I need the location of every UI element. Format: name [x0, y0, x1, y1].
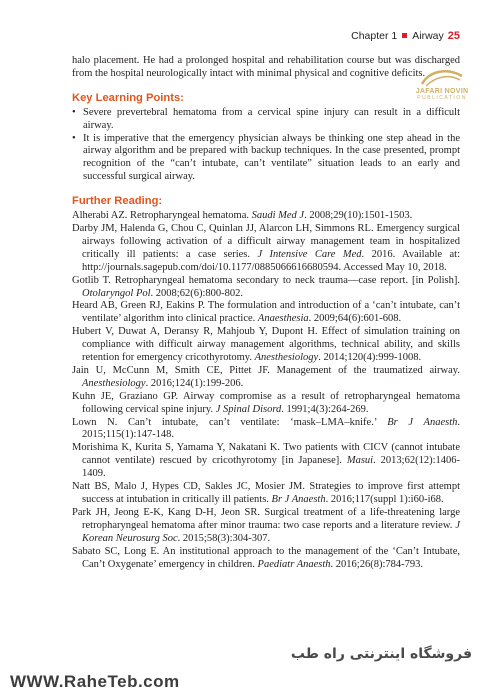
reference-item [72, 210, 460, 223]
logo-sub: PUBLICATION [417, 95, 467, 101]
reference-text: Sabato SC, Long E. An institutional approach to the management of the ‘Can’t Intubate, Can’t Oxygenate’ emergency in children. [72, 545, 460, 570]
footer-persian-text: فروشگاه اینترنتی راه طب [290, 646, 472, 662]
reference-text: Hubert V, Duwat A, Deransy R, Mahjoub Y, Dupont H. Effect of simulation training on compliance with difficult airway management algorithms, technical ability, and skills retention for emergency cricothyrotomy. [72, 326, 460, 364]
reference-text: Lown N. Can’t intubate, can’t ventilate: ‘mask–LMA–knife.’ [72, 416, 388, 428]
reference-item [72, 326, 460, 365]
reference-text: . 2013;62(12):1406-1409. [82, 455, 460, 480]
running-header [351, 30, 460, 42]
reference-list [72, 210, 460, 571]
reference-text: Gotlib T. Retropharyngeal hematoma secondary to neck trauma—case report. [in Polish]. [72, 274, 460, 286]
journal-name: Br J Anaesth [271, 494, 326, 505]
reference-item [72, 391, 460, 417]
reference-text: . 2008;62(6):800-802. [150, 287, 243, 299]
journal-name: Masui [346, 455, 374, 467]
page-number: 25 [447, 30, 460, 42]
reference-text: . 1991;4(3):264-269. [281, 403, 369, 415]
reference-text: . 2009;64(6):601-608. [308, 313, 402, 325]
reference-text: Morishima K, Kurita S, Yamama Y, Nakatani K. Two patients with CICV (cannot intubate cannot ventilate) rescued by cricothyrotomy [in Japanese]. [72, 442, 460, 467]
reference-item [72, 507, 460, 546]
chapter-title: Airway [412, 30, 444, 42]
footer-url: WWW.RaheTeb.com [10, 672, 180, 691]
journal-name: Paediatr Anaesth [257, 558, 331, 570]
reference-text: Natt BS, Malo J, Hypes CD, Sakles JC, Mosier JM. Strategies to improve first attempt success at intubation in critically ill patients. [72, 481, 460, 505]
reference-text: . 2016;124(1):199-206. [145, 377, 244, 389]
reference-text: . 2014;120(4):999-1008. [318, 352, 422, 364]
logo-brand: JAFARI NOVIN [415, 88, 469, 95]
bullet-icon: • [72, 106, 76, 118]
journal-name: Anesthesiology [82, 377, 146, 389]
further-reading-heading: Further Reading: [72, 195, 163, 208]
reference-item [72, 275, 460, 301]
reference-item [72, 546, 460, 572]
list-item: • It is imperative that the emergency physician always be thinking one step ahead in the airway algorithm and be prepared with backup techniques. In the case presented, prompt recognition of the “can’t intubate, can’t ventilate” situation leads to an early and successful surgical airway. [72, 132, 460, 183]
reference-text: Park JH, Jeong E-K, Kang D-H, Jeon SR. Surgical treatment of a life-threatening large retropharyngeal hematoma after minor trauma: two case reports and a literature review. [72, 506, 460, 531]
reference-text: Darby JM, Halenda G, Chou C, Quinlan JJ, Alarcon LH, Simmons RL. Emergency surgical airways following activation of a difficult airway management team in hospitalized critically ill patients: a case series. [72, 222, 460, 260]
journal-name: J Intensive Care Med [257, 248, 362, 260]
reference-text: Kuhn JE, Graziano GP. Airway compromise as a result of retropharyngeal hematoma following cervical spine injury. [72, 390, 460, 415]
reference-text: . 2016. Available at: http://journals.sagepub.com/doi/10.1177/0885066616680594. Accessed May 10, 2018. [82, 248, 460, 273]
journal-name: J Spinal Disord [215, 403, 282, 415]
list-item: • Severe prevertebral hematoma from a cervical spine injury can result in a difficult airway. [72, 106, 460, 131]
reference-text: . 2015;58(3):304-307. [177, 532, 271, 544]
reference-item [72, 417, 460, 443]
journal-name: Anesthesiology [254, 352, 319, 364]
key-points-list [72, 107, 460, 184]
page-content [72, 55, 460, 571]
reference-item [72, 300, 460, 326]
reference-item [72, 442, 460, 481]
reference-item [72, 481, 460, 507]
square-bullet-icon [402, 33, 407, 38]
reference-text: . 2016;26(8):784-793. [330, 558, 423, 570]
reference-text: Jain U, McCunn M, Smith CE, Pittet JF. Management of the traumatized airway. [72, 364, 460, 376]
intro-paragraph: halo placement. He had a prolonged hospital and rehabilitation course but was discharged from the hospital neurologically intact with minimal physical and cognitive deficits. [72, 55, 460, 79]
reference-text: Heard AB, Green RJ, Eakins P. The formulation and introduction of a ‘can’t intubate, can’t ventilate’ algorithm into clinical practice. [72, 300, 460, 325]
journal-name: Br J Anaesth [387, 416, 458, 428]
journal-name: Anaesthesia [257, 313, 309, 325]
journal-name: Otolaryngol Pol [82, 287, 151, 299]
bullet-icon: • [72, 132, 76, 144]
key-points-heading: Key Learning Points: [72, 91, 184, 104]
reference-text: . 2016;117(suppl 1):i60-i68. [325, 494, 444, 505]
journal-name: Saudi Med J [251, 210, 305, 222]
reference-text: Alherabi AZ. Retropharyngeal hematoma. [72, 210, 252, 222]
reference-item [72, 365, 460, 391]
reference-text: . 2008;29(10):1501-1503. [304, 210, 413, 222]
reference-text: . 2015;115(1):147-148. [82, 416, 460, 441]
chapter-label: Chapter 1 [351, 30, 398, 42]
journal-name: J Korean Neurosurg Soc [82, 519, 460, 544]
reference-item [72, 223, 460, 275]
